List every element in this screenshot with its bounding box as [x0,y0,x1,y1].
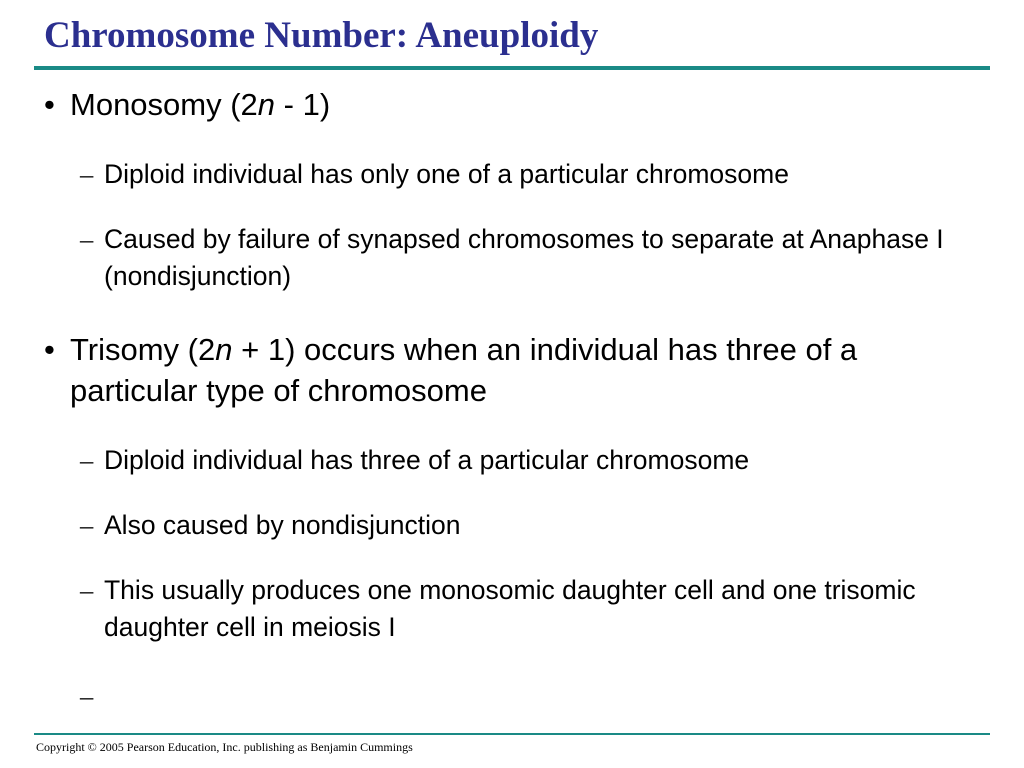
subbullet-trisomy-2 [80,507,980,544]
subbullet-text: Diploid individual has three of a particular chromosome [104,445,750,475]
copyright-notice: Copyright © 2005 Pearson Education, Inc. publishing as Benjamin Cummings [36,740,413,754]
bullet-marker: • [44,332,55,367]
subbullet-trisomy-1 [80,442,980,479]
footer-divider [34,733,990,735]
subbullet-text: Also caused by nondisjunction [104,510,461,540]
bullet-text-variable: n [215,332,233,367]
dash-marker: – [80,159,94,189]
dash-marker: – [80,224,94,254]
bullet-text [70,84,984,125]
title-divider [34,66,990,70]
bullet-text-prefix: Monosomy (2 [70,87,258,122]
bullet-text-suffix: - 1) [275,87,331,122]
subbullet-monosomy-1 [80,156,980,193]
bullet-text-variable: n [257,87,276,122]
bullet-monosomy [44,84,984,125]
subbullet-text: Caused by failure of synapsed chromosomes to separate at Anaphase I (nondisjunction) [104,224,944,291]
bullet-text-suffix: + 1) occurs when an individual has three of a particular type of chromosome [70,332,858,408]
dash-marker: – [80,575,94,605]
bullet-text-prefix: Trisomy (2 [70,332,216,367]
subbullet-text: This usually produces one monosomic daughter cell and one trisomic daughter cell in meiosis I [104,575,916,642]
bullet-trisomy [44,329,984,411]
bullet-text [70,329,984,411]
subbullet-text: Diploid individual has only one of a particular chromosome [104,159,789,189]
bullet-marker: • [44,87,55,122]
slide-title: Chromosome Number: Aneuploidy [44,15,599,56]
dash-marker: – [80,445,94,475]
dash-marker: – [80,681,94,711]
dash-marker: – [80,510,94,540]
subbullet-monosomy-2 [80,221,980,295]
subbullet-trisomy-3 [80,572,980,646]
